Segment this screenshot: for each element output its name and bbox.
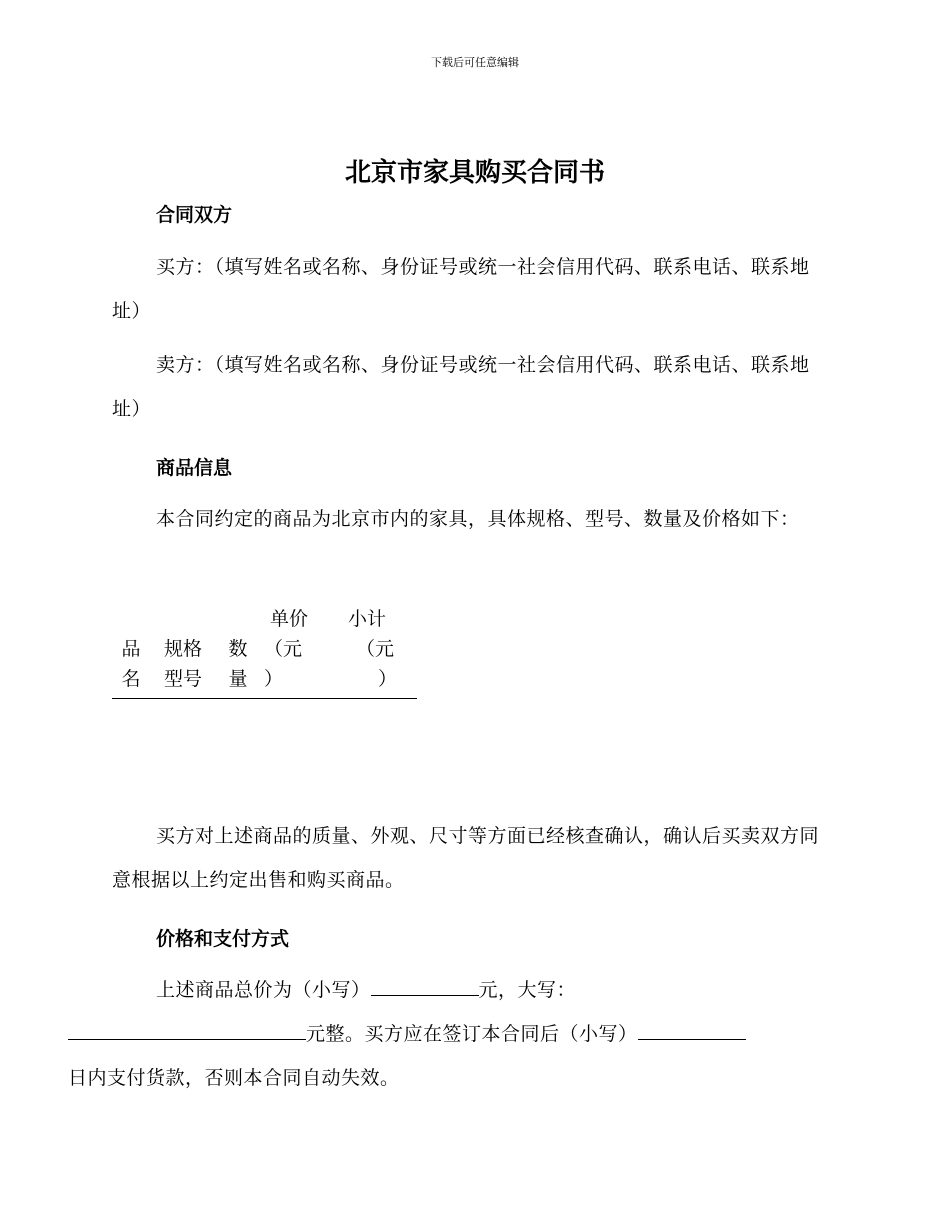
total-price-capital-blank — [68, 1021, 306, 1040]
document-title: 北京市家具购买合同书 — [344, 158, 605, 188]
payment-days-blank — [638, 1021, 746, 1040]
goods-intro-paragraph: 本合同约定的商品为北京市内的家具，具体规格、型号、数量及价格如下： — [156, 508, 800, 530]
section-heading-goods: 商品信息 — [156, 457, 233, 479]
column-header-unit-price: 单价 （元 ） — [264, 608, 309, 690]
goods-confirm-paragraph: 买方对上述商品的质量、外观、尺寸等方面已经核查确认，确认后买卖双方同意根据以上约定出售和购买商品。 — [112, 825, 820, 891]
header-note: 下载后可任意编辑 — [431, 56, 519, 69]
goods-spec-table — [112, 604, 417, 699]
section-heading-payment: 价格和支付方式 — [156, 928, 290, 950]
column-header-spec: 规格 型号 — [163, 638, 202, 690]
payment-paragraph: 上述商品总价为（小写） 元，大写： 元整。买方应在签订本合同后（小写） 日内支付货款，否则本合同自动失效。 — [112, 968, 832, 1100]
seller-paragraph: 卖方：（填写姓名或名称、身份证号或统一社会信用代码、联系电话、联系地址） — [112, 354, 810, 420]
column-header-subtotal: 小计 （元 ） — [348, 608, 398, 690]
section-heading-parties: 合同双方 — [156, 204, 233, 226]
buyer-paragraph: 买方：（填写姓名或名称、身份证号或统一社会信用代码、联系电话、联系地址） — [112, 256, 810, 322]
total-price-small-blank — [371, 977, 479, 996]
column-header-qty: 数 量 — [228, 638, 248, 690]
column-header-name: 品 名 — [121, 638, 141, 690]
